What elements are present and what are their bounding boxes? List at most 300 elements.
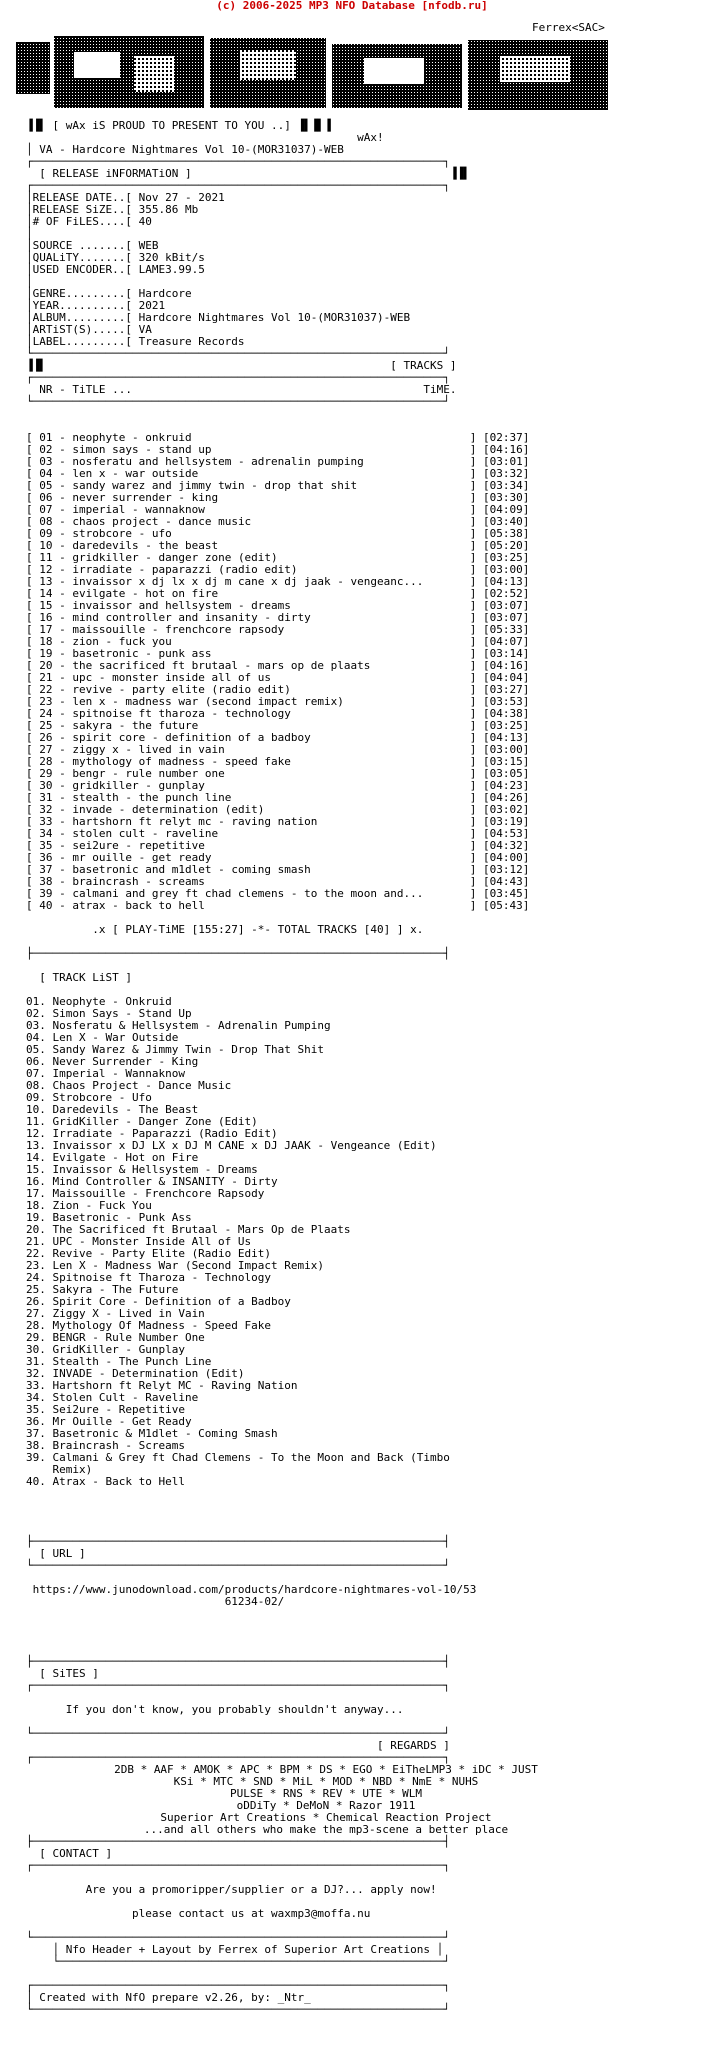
track-list-item: 21. UPC - Monster Inside All of Us (26, 1235, 252, 1248)
track-bracket: ] (522, 587, 530, 600)
track-list-item: 11. GridKiller - Danger Zone (Edit) (26, 1115, 258, 1128)
track-time: 05:38 (489, 527, 523, 540)
track-title: basetronic and m1dlet - coming smash (72, 863, 311, 876)
track-separator: - (52, 899, 73, 912)
track-padding: ] [ (310, 863, 490, 876)
track-bracket: ] (522, 455, 530, 468)
track-bracket: ] (522, 491, 530, 504)
track-bracket: [ (26, 863, 40, 876)
track-number: 05 (39, 479, 53, 492)
track-bracket: [ (26, 587, 40, 600)
track-number: 27 (39, 743, 53, 756)
track-title: bengr - rule number one (72, 767, 225, 780)
track-title: upc - monster inside all of us (72, 671, 272, 684)
track-padding: ] [ (423, 575, 490, 588)
track-bracket: ] (522, 659, 530, 672)
track-bracket: [ (26, 431, 40, 444)
track-bracket: ] (522, 779, 530, 792)
track-separator: - (52, 599, 73, 612)
track-list-item: 05. Sandy Warez & Jimmy Twin - Drop That Shit (26, 1043, 325, 1056)
track-bracket: ] (522, 887, 530, 900)
track-time: 04:26 (489, 791, 523, 804)
wax-logo-art (14, 34, 614, 116)
track-padding: ] [ (290, 755, 490, 768)
track-padding: ] [ (423, 887, 490, 900)
track-bracket: [ (26, 599, 40, 612)
track-title: invaissor x dj lx x dj m cane x dj jaak - vengeanc... (72, 575, 424, 588)
release-size-label: RELEASE SiZE..[ (32, 203, 132, 216)
track-padding: ] [ (277, 551, 490, 564)
track-padding: ] [ (218, 491, 490, 504)
track-padding: ] [ (204, 839, 490, 852)
track-separator: - (52, 767, 73, 780)
track-separator: - (52, 803, 73, 816)
track-time: 03:19 (489, 815, 523, 828)
track-separator: - (52, 887, 73, 900)
track-number: 18 (39, 635, 53, 648)
track-title: revive - party elite (radio edit) (72, 683, 291, 696)
track-time: 03:30 (489, 491, 523, 504)
track-number: 03 (39, 455, 53, 468)
track-list-item: 27. Ziggy X - Lived in Vain (26, 1307, 205, 1320)
track-bracket: [ (26, 815, 40, 828)
track-bracket: [ (26, 575, 40, 588)
track-bracket: ] (522, 695, 530, 708)
track-time: 03:32 (489, 467, 523, 480)
track-number: 23 (39, 695, 53, 708)
track-number: 36 (39, 851, 53, 864)
track-time: 03:27 (489, 683, 523, 696)
url-line-row (26, 1596, 704, 1608)
proud-line: ▐▐▌ [ wAx iS PROUD TO PRESENT TO YOU ..] ▐▌▐▌▐ (26, 119, 331, 132)
track-time: 03:00 (489, 743, 523, 756)
genre-row: │GENRE.........[ Hardcore (26, 287, 192, 300)
track-title: gridkiller - danger zone (edit) (72, 551, 278, 564)
track-bracket: [ (26, 731, 40, 744)
track-padding: ] [ (317, 815, 490, 828)
divider: ├──────────────────────────────────────────────────────────────┤ (26, 1655, 450, 1668)
playtime-row (26, 924, 704, 936)
track-padding: ] [ (310, 731, 490, 744)
track-bracket: [ (26, 851, 40, 864)
track-time: 04:00 (489, 851, 523, 864)
track-bracket: ] (522, 767, 530, 780)
track-title: gridkiller - gunplay (72, 779, 205, 792)
track-title: daredevils - the beast (72, 539, 219, 552)
label-value: Treasure Records (138, 335, 245, 348)
wax-ascii-logo (14, 34, 614, 116)
track-bracket: ] (522, 731, 530, 744)
track-number: 11 (39, 551, 53, 564)
tracks-heading-row: ▐▐▌ [ TRACKS ] (26, 359, 457, 372)
track-number: 37 (39, 863, 53, 876)
track-title: braincrash - screams (72, 875, 205, 888)
track-separator: - (52, 659, 73, 672)
track-list-item: 40. Atrax - Back to Hell (26, 1475, 185, 1488)
divider: ┌──────────────────────────────────────────────────────────────┐ (26, 1679, 450, 1692)
track-list-item: 10. Daredevils - The Beast (26, 1103, 199, 1116)
track-bracket: ] (522, 527, 530, 540)
track-bracket: ] (522, 467, 530, 480)
track-number: 20 (39, 659, 53, 672)
track-bracket: ] (522, 791, 530, 804)
track-list-item: 22. Revive - Party Elite (Radio Edit) (26, 1247, 272, 1260)
track-separator: - (52, 563, 73, 576)
contact-line-row (26, 1884, 704, 1896)
track-time: 03:14 (489, 647, 523, 660)
track-time: 04:16 (489, 659, 523, 672)
blank-row (26, 1608, 704, 1620)
track-padding: ] [ (231, 791, 490, 804)
track-separator: - (52, 611, 73, 624)
track-bracket: ] (522, 635, 530, 648)
track-padding: ] [ (297, 563, 490, 576)
track-padding: ] [ (204, 899, 490, 912)
label-label: LABEL.........[ (32, 335, 132, 348)
track-list-item: 15. Invaissor & Hellsystem - Dreams (26, 1163, 258, 1176)
track-bracket: ] (522, 755, 530, 768)
album-row: │ALBUM.........[ Hardcore Nightmares Vol 10-(MOR31037)-WEB (26, 311, 411, 324)
regards-line: oDDiTy * DeMoN * Razor 1911 (236, 1799, 416, 1812)
created-credit-row: │ Created with NfO prepare v2.26, by: _Ntr_ (26, 1991, 311, 2004)
track-padding: ] [ (290, 707, 490, 720)
track-number: 12 (39, 563, 53, 576)
track-bracket: ] (522, 551, 530, 564)
artist-label: ARTiST(S).....[ (32, 323, 132, 336)
sites-text: If you don't know, you probably shouldn't anyway... (65, 1703, 404, 1716)
track-list-item: 38. Braincrash - Screams (26, 1439, 185, 1452)
track-list-item: 28. Mythology Of Madness - Speed Fake (26, 1319, 272, 1332)
track-bracket: ] (522, 815, 530, 828)
track-bracket: ] (522, 839, 530, 852)
track-separator: - (52, 791, 73, 804)
track-bracket: ] (522, 443, 530, 456)
track-bracket: [ (26, 527, 40, 540)
track-time: 04:13 (489, 575, 523, 588)
track-padding: ] [ (224, 743, 490, 756)
track-title: mind controller and insanity - dirty (72, 611, 311, 624)
track-title: mythology of madness - speed fake (72, 755, 291, 768)
track-number: 26 (39, 731, 53, 744)
track-time: 03:34 (489, 479, 523, 492)
track-number: 15 (39, 599, 53, 612)
track-title: basetronic - punk ass (72, 647, 212, 660)
track-list-item: 17. Maissouille - Frenchcore Rapsody (26, 1187, 265, 1200)
divider: ┌──────────────────────────────────────────────────────────────┐ (26, 155, 450, 168)
track-bracket: [ (26, 551, 40, 564)
track-title: invaissor and hellsystem - dreams (72, 599, 291, 612)
track-bracket: ] (522, 563, 530, 576)
track-bracket: [ (26, 503, 40, 516)
track-bracket: [ (26, 803, 40, 816)
track-time: 04:04 (489, 671, 523, 684)
track-bracket: [ (26, 683, 40, 696)
track-list-item: 30. GridKiller - Gunplay (26, 1343, 185, 1356)
track-padding: ] [ (204, 503, 490, 516)
track-list-item: 03. Nosferatu & Hellsystem - Adrenalin Pumping (26, 1019, 331, 1032)
track-list-item: 29. BENGR - Rule Number One (26, 1331, 205, 1344)
encoder-value: LAME3.99.5 (138, 263, 205, 276)
tracks-header-title: NR - TiTLE ... (39, 383, 132, 396)
release-size-row: │RELEASE SiZE..[ 355.86 Mb (26, 203, 199, 216)
artist-row: │ARTiST(S).....[ VA (26, 323, 152, 336)
track-separator: - (52, 587, 73, 600)
divider: └──────────────────────────────────────────────────────────────┘ (26, 395, 450, 408)
track-list-item: 34. Stolen Cult - Raveline (26, 1391, 199, 1404)
track-list-item: 19. Basetronic - Punk Ass (26, 1211, 192, 1224)
track-padding: ] [ (290, 683, 490, 696)
track-list-item: 13. Invaissor x DJ LX x DJ M CANE x DJ JAAK - Vengeance (Edit) (26, 1139, 437, 1152)
track-bracket: [ (26, 887, 40, 900)
tracks-header-time: TiME. (423, 383, 457, 396)
track-bracket: ] (522, 539, 530, 552)
track-list-item: 12. Irradiate - Paparazzi (Radio Edit) (26, 1127, 278, 1140)
track-padding: ] [ (171, 635, 490, 648)
track-separator: - (52, 575, 73, 588)
track-list-item: 37. Basetronic & M1dlet - Coming Smash (26, 1427, 278, 1440)
track-bracket: ] (522, 479, 530, 492)
track-number: 39 (39, 887, 53, 900)
blank-row (26, 1488, 704, 1500)
track-padding: ] [ (363, 455, 490, 468)
track-number: 13 (39, 575, 53, 588)
track-bracket: ] (522, 515, 530, 528)
track-time: 04:53 (489, 827, 523, 840)
track-title: maissouille - frenchcore rapsody (72, 623, 285, 636)
files-row: │# OF FiLES....[ 40 (26, 215, 152, 228)
track-number: 09 (39, 527, 53, 540)
track-list-item: 33. Hartshorn ft Relyt MC - Raving Nation (26, 1379, 298, 1392)
track-number: 16 (39, 611, 53, 624)
track-separator: - (52, 671, 73, 684)
track-title: spirit core - definition of a badboy (72, 731, 311, 744)
track-number: 21 (39, 671, 53, 684)
layout-credit-row: │ Nfo Header + Layout by Ferrex of Superior Art Creations │ (26, 1943, 444, 1956)
track-number: 30 (39, 779, 53, 792)
track-bracket: [ (26, 899, 40, 912)
track-number: 25 (39, 719, 53, 732)
track-padding: ] [ (218, 587, 490, 600)
track-time: 05:43 (489, 899, 523, 912)
divider: ┌──────────────────────────────────────────────────────────────┐ (26, 179, 450, 192)
track-list-item: Remix) (26, 1463, 93, 1476)
track-padding: ] [ (251, 515, 490, 528)
track-title: calmani and grey ft chad clemens - to the moon and... (72, 887, 424, 900)
track-row (26, 900, 704, 912)
track-title: stealth - the punch line (72, 791, 232, 804)
source-row: │SOURCE .......[ WEB (26, 239, 159, 252)
track-list-item: 24. Spitnoise ft Tharoza - Technology (26, 1271, 272, 1284)
track-bracket: ] (522, 707, 530, 720)
track-bracket: [ (26, 443, 40, 456)
track-separator: - (52, 491, 73, 504)
regards-line: 2DB * AAF * AMOK * APC * BPM * DS * EGO * EiTheLMP3 * iDC * JUST (114, 1763, 538, 1776)
album-label: ALBUM.........[ (32, 311, 132, 324)
track-bracket: [ (26, 479, 40, 492)
proud-text: [ wAx iS PROUD TO PRESENT TO YOU ..] (52, 119, 291, 132)
track-padding: ] [ (198, 467, 490, 480)
track-table (26, 432, 704, 912)
blank-row (26, 1632, 704, 1644)
release-title: VA - Hardcore Nightmares Vol 10-(MOR31037)-WEB (39, 143, 344, 156)
track-title: simon says - stand up (72, 443, 212, 456)
track-bracket: [ (26, 719, 40, 732)
divider: └──────────────────────────────────────────────────────────────┘ (26, 1559, 450, 1572)
divider: └──────────────────────────────────────────────────────────────┘ (26, 2003, 450, 2016)
release-date-row: │RELEASE DATE..[ Nov 27 - 2021 (26, 191, 225, 204)
track-list-item: 14. Evilgate - Hot on Fire (26, 1151, 199, 1164)
track-title: never surrender - king (72, 491, 219, 504)
track-bracket: ] (522, 863, 530, 876)
contact-line-row (26, 1908, 704, 1920)
track-list-item: 39. Calmani & Grey ft Chad Clemens - To the Moon and Back (Timbo (26, 1451, 450, 1464)
track-separator: - (52, 455, 73, 468)
track-number: 24 (39, 707, 53, 720)
track-bracket: [ (26, 539, 40, 552)
track-title: len x - war outside (72, 467, 199, 480)
track-bracket: ] (522, 683, 530, 696)
track-separator: - (52, 875, 73, 888)
track-padding: ] [ (211, 851, 490, 864)
track-padding: ] [ (284, 623, 490, 636)
regards-line: Superior Art Creations * Chemical Reaction Project (160, 1811, 492, 1824)
track-title: zion - fuck you (72, 635, 172, 648)
track-list-item: 26. Spirit Core - Definition of a Badboy (26, 1295, 291, 1308)
track-bracket: [ (26, 563, 40, 576)
release-size: 355.86 Mb (138, 203, 199, 216)
track-padding: ] [ (211, 647, 490, 660)
track-number: 22 (39, 683, 53, 696)
track-padding: ] [ (191, 431, 490, 444)
label-row: │LABEL.........[ Treasure Records (26, 335, 245, 348)
track-bracket: [ (26, 827, 40, 840)
track-bracket: ] (522, 899, 530, 912)
track-number: 14 (39, 587, 53, 600)
track-bracket: ] (522, 611, 530, 624)
track-number: 35 (39, 839, 53, 852)
blank-row (26, 1500, 704, 1512)
release-title-row: │ VA - Hardcore Nightmares Vol 10-(MOR31037)-WEB (26, 143, 344, 156)
track-time: 04:09 (489, 503, 523, 516)
track-time: 04:16 (489, 443, 523, 456)
year-row: │YEAR..........[ 2021 (26, 299, 166, 312)
track-time: 02:37 (489, 431, 523, 444)
track-bracket: ] (522, 719, 530, 732)
track-separator: - (52, 731, 73, 744)
track-number: 08 (39, 515, 53, 528)
track-bracket: [ (26, 875, 40, 888)
track-time: 03:07 (489, 611, 523, 624)
track-number: 32 (39, 803, 53, 816)
track-padding: ] [ (198, 719, 490, 732)
track-number: 29 (39, 767, 53, 780)
genre-label: GENRE.........[ (32, 287, 132, 300)
track-separator: - (52, 827, 73, 840)
contact-heading: [ CONTACT ] (39, 1847, 113, 1860)
source-value: WEB (138, 239, 159, 252)
track-bracket: [ (26, 791, 40, 804)
track-title: len x - madness war (second impact remix) (72, 695, 344, 708)
track-bracket: [ (26, 755, 40, 768)
ferrex-tag: Ferrex<SAC> (532, 21, 605, 34)
track-time: 03:15 (489, 755, 523, 768)
track-list-item: 20. The Sacrificed ft Brutaal - Mars Op de Plaats (26, 1223, 351, 1236)
track-number: 33 (39, 815, 53, 828)
divider: └──────────────────────────────────────────────────────────┘ (26, 1955, 450, 1968)
track-bracket: ] (522, 623, 530, 636)
track-number: 01 (39, 431, 53, 444)
track-list-item: 06. Never Surrender - King (26, 1055, 199, 1068)
track-separator: - (52, 755, 73, 768)
track-list-item: 23. Len X - Madness War (Second Impact Remix) (26, 1259, 325, 1272)
track-bracket: ] (522, 599, 530, 612)
track-time: 04:43 (489, 875, 523, 888)
track-bracket: [ (26, 767, 40, 780)
track-number: 06 (39, 491, 53, 504)
track-separator: - (52, 851, 73, 864)
track-title: hartshorn ft relyt mc - raving nation (72, 815, 318, 828)
track-time: 03:05 (489, 767, 523, 780)
track-title: sei2ure - repetitive (72, 839, 205, 852)
track-number: 40 (39, 899, 53, 912)
track-time: 04:38 (489, 707, 523, 720)
track-padding: ] [ (211, 443, 490, 456)
divider: └──────────────────────────────────────────────────────────────┘ (26, 347, 450, 360)
release-date-label: RELEASE DATE..[ (32, 191, 132, 204)
contact-email-link[interactable]: please contact us at waxmp3@moffa.nu (131, 1907, 371, 1920)
track-time: 03:02 (489, 803, 523, 816)
track-padding: ] [ (224, 767, 490, 780)
track-title: irradiate - paparazzi (radio edit) (72, 563, 298, 576)
blank-row (26, 1620, 704, 1632)
track-bracket: [ (26, 623, 40, 636)
quality-value: 320 kBit/s (138, 251, 205, 264)
track-list-item: 07. Imperial - Wannaknow (26, 1067, 185, 1080)
track-separator: - (52, 707, 73, 720)
track-title: sakyra - the future (72, 719, 199, 732)
contact-line-1: Are you a promoripper/supplier or a DJ?... apply now! (85, 1883, 437, 1896)
track-time: 05:20 (489, 539, 523, 552)
release-date: Nov 27 - 2021 (138, 191, 225, 204)
sites-text-row (26, 1704, 704, 1716)
track-title: stolen cult - raveline (72, 827, 219, 840)
track-time: 04:23 (489, 779, 523, 792)
artist-value: VA (138, 323, 152, 336)
tracks-heading: [ TRACKS ] (390, 359, 457, 372)
track-number: 07 (39, 503, 53, 516)
junodownload-link[interactable]: https://www.junodownload.com/products/hardcore-nightmares-vol-10/53 (32, 1583, 477, 1596)
year-value: 2021 (138, 299, 166, 312)
release-info-heading: [ RELEASE iNFORMATiON ] (39, 167, 192, 180)
copyright-line: (c) 2006-2025 MP3 NFO Database [nfodb.ru] (216, 0, 488, 12)
track-title: invade - determination (edit) (72, 803, 265, 816)
track-bracket: [ (26, 659, 40, 672)
regards-line: PULSE * RNS * REV * UTE * WLM (229, 1787, 423, 1800)
track-padding: ] [ (343, 695, 490, 708)
track-separator: - (52, 431, 73, 444)
track-time: 03:25 (489, 719, 523, 732)
files-label: # OF FiLES....[ (32, 215, 132, 228)
track-number: 04 (39, 467, 53, 480)
track-list-item: 16. Mind Controller & INSANITY - Dirty (26, 1175, 278, 1188)
track-bracket: ] (522, 875, 530, 888)
playtime-summary: .x [ PLAY-TiME [155:27] -*- TOTAL TRACKS [40] ] x. (92, 923, 424, 936)
track-bracket: [ (26, 839, 40, 852)
track-title: sandy warez and jimmy twin - drop that shit (72, 479, 358, 492)
track-time: 03:12 (489, 863, 523, 876)
track-title: ziggy x - lived in vain (72, 743, 225, 756)
track-title: strobcore - ufo (72, 527, 172, 540)
